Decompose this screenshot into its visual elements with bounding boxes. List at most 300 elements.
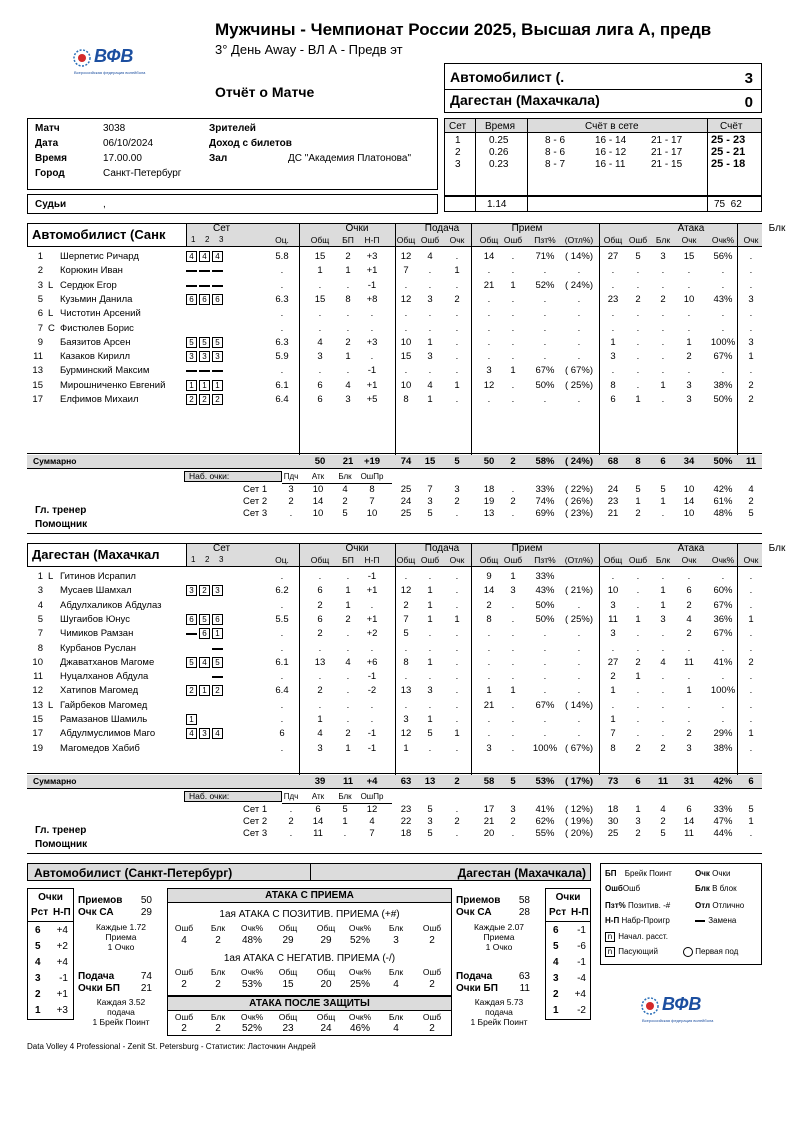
cell-s-tot: 2 [403, 599, 409, 611]
set-score: 25 - 18 [711, 158, 746, 170]
left-every: Каждые 1.72 [95, 922, 147, 932]
hdr-err: Ошб [503, 555, 523, 565]
cell-r-pos: . [543, 685, 547, 697]
cell-tot: 3 [317, 742, 323, 754]
rot-right-rst: Рст [549, 907, 567, 918]
cell-r-exc: . [577, 322, 581, 334]
rotation-value: -6 [577, 941, 586, 952]
cell-oc: . [280, 699, 284, 711]
cell-a-pct: 67% [713, 351, 733, 363]
cell-np: +2 [366, 628, 378, 640]
cell-s-tot: 1 [403, 742, 409, 754]
player-name: Кузьмин Данила [60, 293, 133, 305]
cell-a-pts: 10 [683, 508, 695, 519]
player-number: 13 [32, 699, 43, 711]
cell-tot: . [318, 365, 322, 377]
right-summary [456, 895, 542, 1035]
cell-a-err: . [636, 714, 640, 725]
cell-oc: . [280, 265, 284, 277]
bottom-team1: Автомобилист (Санкт-Петербург) [34, 866, 233, 880]
cell-a-pts: 4 [686, 613, 692, 625]
legend-v8: Начал. расст. [618, 932, 668, 942]
hdr-serve: Подача [424, 543, 460, 554]
cell-bp: . [346, 308, 350, 320]
rotation-number: 1 [35, 1005, 41, 1016]
hdr-err: Ошб [628, 235, 648, 245]
cell-s-tot: 24 [400, 496, 412, 507]
player-number: 19 [32, 742, 43, 754]
grid-val: 29 [282, 935, 294, 946]
cell-r-pos: 58% [535, 456, 555, 467]
player-name: Шерпетис Ричард [60, 251, 139, 262]
set-label: Сет 3 [243, 828, 268, 839]
set-partial2: 16 - 14 [595, 135, 627, 146]
cell-a-err: . [636, 728, 640, 740]
cell-np: -1 [367, 728, 377, 740]
report-title: Отчёт о Матче [215, 84, 315, 100]
cell-np: +5 [366, 394, 378, 405]
cell-s-pts: . [455, 742, 459, 754]
cell-a-err: 2 [635, 742, 641, 754]
cell-a-tot: 6 [610, 394, 616, 405]
cell-a-err: . [636, 351, 640, 363]
left-serve: 74 [140, 971, 152, 982]
grid-hdr: Общ [316, 1012, 336, 1022]
cell-a-pct: . [721, 571, 725, 582]
hdr-set: Сет [213, 543, 231, 554]
cell-a-pts: 11 [684, 828, 694, 839]
player-number: 9 [37, 336, 43, 348]
cell-s-pts: . [455, 251, 459, 262]
cell-r-err: . [511, 714, 515, 725]
cell-b: . [749, 265, 753, 277]
cell-a-blk: 2 [660, 742, 666, 754]
cell-s-tot: . [404, 308, 408, 320]
cell-a-pct: . [721, 322, 725, 334]
gain-hdr: Атк [311, 472, 325, 481]
cell-a-pct: 100% [710, 336, 736, 348]
cell-r-exc: . [577, 293, 581, 305]
cell-a-err: 1 [635, 394, 641, 405]
cell-oc: . [280, 599, 284, 611]
coach-label: Гл. тренер [35, 505, 87, 516]
legend-k6: Н-П [605, 916, 620, 925]
cell-bp: . [346, 685, 350, 697]
cell-tot: . [318, 322, 322, 334]
left-each: Каждая 3.52 [96, 997, 146, 1007]
sets-hdr-partial: Счёт в сете [585, 121, 639, 132]
hdr-err: Ошб [628, 555, 648, 565]
hdr-set-num: 1 [191, 555, 196, 564]
hdr-block: Блк [768, 223, 786, 234]
cell-s-pts: 2 [454, 816, 460, 827]
cell-g2: 14 [312, 816, 324, 827]
hdr-pts: Очк [449, 555, 465, 565]
cell-a-pts: 6 [686, 804, 692, 815]
hdr-blk: Блк [655, 555, 671, 565]
start-pos-box: 6 [212, 294, 223, 305]
cell-a-blk: . [661, 279, 665, 291]
cell-a-pct: 67% [713, 628, 733, 640]
grid-val: 3 [393, 935, 399, 946]
cell-a-blk: . [661, 642, 665, 654]
cell-r-tot: . [487, 293, 491, 305]
substitution-icon [695, 920, 705, 922]
cell-s-pts: . [455, 351, 459, 363]
cell-r-err: . [511, 379, 515, 391]
legend-k3: Блк [695, 884, 710, 893]
cell-r-exc: ( 25%) [565, 613, 593, 625]
team1-table [27, 223, 786, 535]
cell-a-pct: . [721, 642, 725, 654]
cell-tot: . [318, 571, 322, 582]
attack-rec-title: АТАКА С ПРИЕМА [168, 889, 451, 903]
cell-r-exc: . [577, 714, 581, 725]
grid-hdr: Блк [388, 967, 404, 977]
gain-hdr: ОшПр [360, 792, 384, 801]
cell-r-err: . [511, 671, 515, 683]
hdr-ptsp: Очк% [711, 235, 735, 245]
cell-a-blk: . [661, 685, 665, 697]
cell-np: -1 [367, 571, 377, 582]
cell-a-blk: . [661, 394, 665, 405]
player-name: Мусаев Шамхал [60, 585, 132, 597]
cell-a-pts: 2 [686, 351, 692, 363]
cell-a-pts: . [687, 671, 691, 683]
player-name: Шугаибов Юнус [60, 613, 130, 625]
cell-a-tot: 1 [610, 685, 616, 697]
cell-a-blk: . [661, 728, 665, 740]
cell-r-tot: 21 [483, 699, 495, 711]
sets-hdr-time: Время [485, 121, 516, 132]
cell-r-pos: . [543, 293, 547, 305]
cell-b: . [749, 585, 753, 597]
cell-r-pos: 67% [535, 699, 555, 711]
cell-g2: 14 [312, 496, 324, 507]
grid-val: 48% [241, 935, 262, 946]
cell-r-err: 1 [510, 571, 516, 582]
cell-a-err: . [636, 365, 640, 377]
cell-a-err: 1 [635, 496, 641, 507]
cell-g3: 4 [342, 484, 348, 495]
cell-r-err: . [511, 336, 515, 348]
cell-s-err: . [428, 322, 432, 334]
cell-a-tot: . [611, 308, 615, 320]
hdr-exc: (Отл%) [564, 235, 594, 245]
cell-r-tot: 17 [483, 804, 495, 815]
cell-a-tot: 8 [610, 379, 616, 391]
cell-a-pct: . [721, 365, 725, 377]
cell-r-exc: ( 19%) [565, 816, 593, 827]
cell-s-err: 1 [427, 714, 433, 725]
cell-s-err: . [428, 265, 432, 277]
cell-s-pts: . [455, 671, 459, 683]
grid-hdr: Блк [210, 967, 226, 977]
cell-g4: 12 [366, 804, 378, 815]
cell-s-err: 5 [427, 828, 433, 839]
grid-hdr: Общ [316, 923, 336, 933]
start-pos-box: 1 [212, 380, 223, 391]
cell-a-pct: 50% [713, 394, 733, 405]
cell-b: 6 [748, 776, 754, 787]
cell-a-pts: 31 [683, 776, 695, 787]
grid-val: 2 [215, 979, 221, 990]
cell-tot: . [318, 279, 322, 291]
cell-s-err: 1 [427, 656, 433, 668]
cell-a-tot: 10 [607, 585, 619, 597]
cell-a-pct: 41% [713, 656, 733, 668]
sub-icon [212, 285, 223, 287]
cell-oc: 6.1 [275, 379, 289, 391]
cell-r-exc: ( 24%) [565, 279, 593, 291]
logo-bottom-text: ВФВ [662, 994, 702, 1014]
hdr-attack: Атака [677, 223, 705, 234]
cell-tot: 3 [317, 351, 323, 363]
cell-s-tot: . [404, 571, 408, 582]
cell-b: 11 [745, 456, 757, 467]
cell-a-tot: 11 [608, 613, 618, 625]
grid-hdr: Очк% [240, 967, 264, 977]
cell-s-err: 4 [427, 379, 433, 391]
player-role: C [48, 322, 55, 334]
city-label: Город [35, 168, 65, 179]
cell-r-tot: 3 [486, 365, 492, 377]
cell-r-tot: . [487, 265, 491, 277]
hdr-reception: Прием [511, 543, 543, 554]
cell-a-err: . [636, 336, 640, 348]
hdr-set-num: 3 [219, 555, 224, 564]
cell-g3: . [343, 828, 347, 839]
cell-r-exc: . [577, 628, 581, 640]
cell-r-err: 1 [510, 279, 516, 291]
cell-bp: 1 [345, 599, 351, 611]
start-pos-box: 5 [186, 337, 197, 348]
cell-g2: 11 [313, 828, 323, 839]
cell-g4: 7 [369, 828, 375, 839]
page-title: Мужчины - Чемпионат России 2025, Высшая лига А, предв [215, 20, 712, 39]
player-number: 7 [37, 628, 43, 640]
cell-r-pos: . [543, 728, 547, 740]
cell-r-pos: 50% [535, 379, 555, 391]
gain-hdr: Блк [338, 792, 352, 801]
cell-a-err: 2 [635, 828, 641, 839]
cell-s-tot: 10 [400, 336, 412, 348]
rotation-value: -2 [577, 1005, 586, 1016]
player-name: Корюкин Иван [60, 265, 123, 277]
grid-hdr: Очк% [348, 923, 372, 933]
cell-a-err: . [636, 642, 640, 654]
cell-s-tot: . [404, 642, 408, 654]
right-bp-label: Очки БП [456, 983, 498, 994]
score-box [444, 63, 762, 113]
cell-bp: . [346, 571, 350, 582]
rotation-value: +3 [56, 1005, 68, 1016]
sub-icon [212, 676, 223, 678]
cell-s-pts: . [455, 585, 459, 597]
set-time: 0.25 [489, 135, 509, 146]
cell-s-pts: 3 [454, 484, 460, 495]
cell-r-pos: . [543, 351, 547, 363]
cell-np: +1 [366, 265, 378, 277]
cell-r-tot: 21 [483, 279, 495, 291]
cell-s-tot: 74 [400, 456, 412, 467]
cell-s-tot: 7 [403, 613, 409, 625]
cell-a-err: 8 [635, 456, 641, 467]
cell-a-blk: 6 [660, 456, 666, 467]
cell-s-err: 13 [424, 776, 436, 787]
rotation-number: 5 [553, 941, 559, 952]
rotation-value: -1 [59, 973, 68, 984]
legend-k0: БП [605, 869, 617, 878]
cell-a-blk: . [661, 508, 665, 519]
cell-a-pts: . [687, 322, 691, 334]
cell-a-pct: 56% [713, 251, 733, 262]
cell-r-tot: . [487, 308, 491, 320]
player-name: Фистюлев Борис [60, 322, 134, 334]
cell-s-err: 1 [427, 336, 433, 348]
sets-total-time: 1.14 [487, 199, 507, 210]
cell-r-exc: ( 67%) [565, 742, 593, 754]
cell-r-exc: ( 14%) [565, 699, 593, 711]
right-every3: 1 Очко [485, 942, 513, 952]
cell-oc: 5.8 [275, 251, 289, 262]
right-bp: 11 [519, 983, 530, 994]
cell-s-tot: 10 [400, 379, 412, 391]
grid-hdr: Общ [278, 923, 298, 933]
date-label: Дата [35, 138, 59, 149]
cell-a-pts: 11 [684, 656, 694, 668]
player-number: 11 [33, 351, 43, 363]
player-name: Гитинов Исрапил [60, 571, 136, 582]
set-label: Сет 1 [243, 804, 268, 815]
start-pos-box: 4 [199, 251, 210, 262]
sub-icon [199, 270, 210, 272]
cell-tot: 2 [317, 599, 323, 611]
cell-s-pts: . [455, 394, 459, 405]
cell-a-err: 3 [635, 816, 641, 827]
bottom-team2: Дагестан (Махачкала) [457, 866, 586, 880]
cell-s-err: 4 [427, 251, 433, 262]
cell-s-err: 5 [427, 508, 433, 519]
cell-s-pts: . [455, 699, 459, 711]
set-score: 25 - 21 [711, 146, 746, 158]
grid-hdr: Ошб [422, 967, 442, 977]
cell-a-tot: 68 [607, 456, 619, 467]
set-partial1: 8 - 6 [545, 135, 566, 146]
cell-a-pct: 61% [713, 496, 733, 507]
cell-a-pts: 2 [686, 599, 692, 611]
gain-hdr: ОшПр [360, 472, 384, 481]
cell-s-pts: . [455, 322, 459, 334]
cell-r-exc: . [577, 351, 581, 363]
cell-a-pts: 1 [686, 336, 692, 348]
cell-tot: . [318, 671, 322, 683]
cell-r-tot: 12 [483, 379, 495, 391]
logo-bottom [640, 992, 730, 1028]
cell-r-tot: . [487, 351, 491, 363]
cell-a-pts: 14 [683, 496, 695, 507]
player-number: 15 [32, 714, 43, 725]
cell-a-blk: . [661, 671, 665, 683]
cell-b: 1 [748, 613, 754, 625]
cell-g1: 2 [288, 496, 294, 507]
cell-b: . [749, 628, 753, 640]
grid-val: 2 [429, 1023, 435, 1034]
start-pos-box: 5 [199, 337, 210, 348]
cell-a-err: 6 [635, 776, 641, 787]
hdr-points: Очки [345, 223, 369, 234]
cell-a-pts: 3 [686, 742, 692, 754]
hdr-pts: Очк [681, 555, 697, 565]
cell-s-tot: 15 [400, 351, 412, 363]
hdr-block: Блк [768, 543, 786, 554]
cell-r-tot: . [487, 322, 491, 334]
cell-tot: . [318, 699, 322, 711]
cell-s-tot: 25 [400, 508, 412, 519]
sub-icon [212, 370, 223, 372]
cell-r-err: . [511, 828, 515, 839]
cell-np: +1 [366, 379, 378, 391]
bottom-team-bar [27, 863, 591, 881]
cell-s-err: . [428, 742, 432, 754]
player-number: 3 [37, 279, 43, 291]
player-name: Мирошниченко Евгений [60, 379, 166, 391]
cell-r-err: 2 [510, 456, 516, 467]
right-serve-label: Подача [456, 971, 493, 982]
player-number: 2 [37, 265, 43, 277]
cell-s-err: 3 [427, 685, 433, 697]
set-label: Сет 3 [243, 508, 268, 519]
player-name: Гайрбеков Магомед [60, 699, 148, 711]
cell-s-err: 3 [427, 816, 433, 827]
left-serve-label: Подача [78, 971, 115, 982]
grid-hdr: Ошб [174, 967, 194, 977]
set-label: Сет 2 [243, 496, 268, 507]
legend-v5: Отлично [712, 901, 745, 910]
cell-a-tot: 3 [610, 599, 616, 611]
start-pos-box: 1 [186, 380, 197, 391]
player-name: Нуцалханов Абдула [60, 671, 149, 683]
hdr-pos: Пзт% [534, 555, 556, 565]
cell-bp: . [346, 365, 350, 377]
cell-s-tot: 12 [400, 585, 412, 597]
cell-s-pts: 1 [454, 728, 460, 740]
hdr-np: Н-П [364, 555, 380, 565]
cell-b: 3 [748, 336, 754, 348]
grid-val: 2 [215, 935, 221, 946]
start-pos-box: 3 [199, 351, 210, 362]
cell-a-tot: 3 [610, 628, 616, 640]
attack-neg-title: 1ая АТАКА С НЕГАТИВ. ПРИЕМА (-/) [223, 953, 396, 964]
team2-table [27, 543, 786, 855]
grid-hdr: Очк% [240, 1012, 264, 1022]
cell-s-tot: 8 [403, 656, 409, 668]
start-pos-box: 2 [199, 394, 210, 405]
left-rec-label: Приемов [78, 895, 123, 906]
cell-a-pts: 10 [683, 484, 695, 495]
hdr-np: Н-П [364, 235, 380, 245]
cell-a-err: . [636, 379, 640, 391]
cell-a-tot: 73 [607, 776, 619, 787]
cell-r-pos: 100% [532, 742, 558, 754]
grid-hdr: Блк [388, 1012, 404, 1022]
cell-a-tot: . [611, 571, 615, 582]
rotation-number: 5 [35, 941, 41, 952]
cell-s-tot: 13 [400, 685, 412, 697]
legend-v4: Позитив. -# [628, 901, 671, 910]
grid-val: 2 [429, 935, 435, 946]
cell-a-err: 1 [635, 804, 641, 815]
